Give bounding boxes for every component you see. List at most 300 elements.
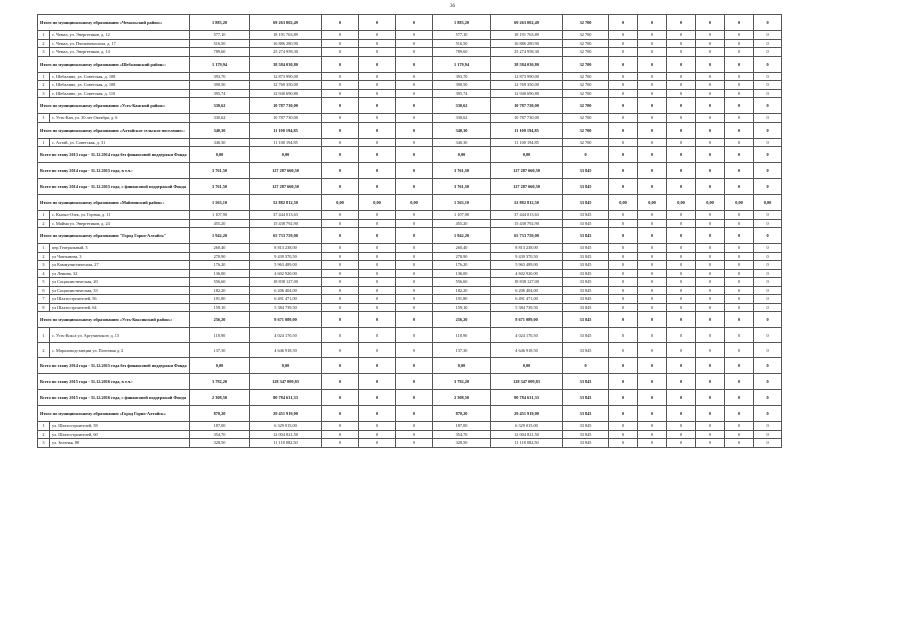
value-cell: 278,90: [433, 252, 491, 261]
row-number-cell: 1: [38, 211, 50, 220]
value-cell: 4 646 918,50: [491, 343, 563, 358]
value-cell: 0: [359, 343, 396, 358]
row-number-cell: 1: [38, 138, 50, 147]
value-cell: 340,30: [433, 138, 491, 147]
value-cell: 5 384 739,50: [491, 303, 563, 312]
value-cell: 33 845: [563, 286, 609, 295]
value-cell: 0: [609, 286, 638, 295]
summary-title: Итого по муниципальному образованию «Усть-Коксинский район»:: [38, 312, 190, 328]
summary-cell: 0: [322, 312, 359, 328]
summary-cell: 0: [754, 163, 782, 179]
value-cell: 32 700: [563, 39, 609, 48]
value-cell: 0: [696, 138, 725, 147]
summary-cell: 33 845: [563, 390, 609, 406]
value-cell: 0: [359, 138, 396, 147]
summary-title: Всего по этапу 2014 года - 31.12.2015 года, в т.ч.:: [38, 163, 190, 179]
summary-cell: 0: [359, 312, 396, 328]
value-cell: 0: [725, 439, 754, 448]
value-cell: 0: [696, 328, 725, 343]
summary-cell: 0: [359, 163, 396, 179]
summary-cell: 0: [359, 358, 396, 374]
summary-cell: 0: [638, 390, 667, 406]
value-cell: 0: [396, 278, 433, 287]
summary-cell: 0: [322, 56, 359, 72]
table-row: [38, 244, 782, 253]
value-cell: 0: [754, 278, 782, 287]
row-number-cell: 6: [38, 286, 50, 295]
value-cell: 0: [359, 261, 396, 270]
value-cell: 0: [696, 81, 725, 90]
summary-cell: 0: [322, 179, 359, 195]
summary-cell: 3 761,50: [190, 179, 250, 195]
summary-cell: 3 761,50: [433, 179, 491, 195]
value-cell: 12 873 990,00: [491, 72, 563, 81]
summary-cell: 0: [396, 390, 433, 406]
value-cell: 0: [667, 286, 696, 295]
value-cell: 0: [667, 422, 696, 431]
value-cell: 0: [609, 278, 638, 287]
value-cell: 0: [667, 72, 696, 81]
summary-cell: 0: [667, 15, 696, 31]
summary-cell: 330,62: [433, 98, 491, 114]
value-cell: 18 838 127,00: [491, 278, 563, 287]
value-cell: 5 963 489,00: [491, 261, 563, 270]
value-cell: 0: [322, 422, 359, 431]
value-cell: 0: [638, 252, 667, 261]
summary-cell: 0: [754, 122, 782, 138]
value-cell: 0: [638, 422, 667, 431]
summary-cell: 0: [754, 179, 782, 195]
summary-cell: 0: [322, 406, 359, 422]
summary-cell: 1 179,94: [433, 56, 491, 72]
value-cell: 0: [754, 328, 782, 343]
value-cell: 0: [754, 72, 782, 81]
value-cell: 0: [754, 244, 782, 253]
value-cell: 0: [396, 422, 433, 431]
value-cell: 0: [725, 219, 754, 228]
value-cell: 0: [609, 244, 638, 253]
value-cell: 0: [396, 303, 433, 312]
value-cell: 32 700: [563, 81, 609, 90]
address-cell: ул Шахтостроителей, 56: [50, 295, 190, 304]
value-cell: 0: [359, 430, 396, 439]
summary-cell: 0: [322, 374, 359, 390]
summary-cell: 0,00: [609, 195, 638, 211]
value-cell: 0: [696, 39, 725, 48]
value-cell: 32 700: [563, 138, 609, 147]
value-cell: 0: [754, 343, 782, 358]
value-cell: 6 491 471,00: [491, 295, 563, 304]
value-cell: 32 700: [563, 48, 609, 57]
summary-cell: 0: [322, 122, 359, 138]
value-cell: 0: [359, 114, 396, 123]
summary-row: [38, 312, 782, 328]
value-cell: 5 963 489,00: [250, 261, 322, 270]
value-cell: 0: [638, 439, 667, 448]
value-cell: 0: [725, 261, 754, 270]
value-cell: 8 813 238,00: [250, 244, 322, 253]
value-cell: 0: [609, 269, 638, 278]
table-row: [38, 138, 782, 147]
value-cell: 0: [638, 31, 667, 40]
summary-cell: 0: [638, 147, 667, 163]
value-cell: 0: [667, 39, 696, 48]
value-cell: 0: [725, 269, 754, 278]
summary-cell: 0: [638, 122, 667, 138]
value-cell: 25 274 958,30: [491, 48, 563, 57]
value-cell: 0: [696, 211, 725, 220]
summary-row: [38, 179, 782, 195]
summary-cell: 0: [359, 122, 396, 138]
value-cell: 0: [609, 422, 638, 431]
value-cell: 0: [725, 252, 754, 261]
address-cell: с. Шебалино, ул. Советская, д. 108: [50, 72, 190, 81]
value-cell: 11 100 194,85: [250, 138, 322, 147]
address-cell: ул. Зеленая, 88: [50, 439, 190, 448]
summary-title: Всего по этапу 2013 года - 31.12.2014 года без финансовой поддержки Фонда: [38, 147, 190, 163]
value-cell: 33 845: [563, 328, 609, 343]
value-cell: 176,20: [190, 261, 250, 270]
value-cell: 0: [609, 261, 638, 270]
row-number-cell: 8: [38, 303, 50, 312]
value-cell: 0: [725, 211, 754, 220]
summary-cell: 0: [667, 122, 696, 138]
value-cell: 0: [609, 39, 638, 48]
summary-cell: 0: [359, 147, 396, 163]
value-cell: 32 700: [563, 89, 609, 98]
value-cell: 516,50: [433, 39, 491, 48]
value-cell: 0: [725, 81, 754, 90]
table-row: [38, 219, 782, 228]
value-cell: 0: [396, 39, 433, 48]
summary-cell: 0: [696, 15, 725, 31]
value-cell: 0: [396, 72, 433, 81]
summary-cell: 127 287 660,50: [250, 163, 322, 179]
summary-cell: 38 584 030,80: [491, 56, 563, 72]
summary-cell: 52 882 812,50: [250, 195, 322, 211]
value-cell: 0: [754, 286, 782, 295]
summary-cell: 33 845: [563, 195, 609, 211]
value-cell: 0: [638, 278, 667, 287]
value-cell: 0: [322, 269, 359, 278]
summary-cell: 0,00: [190, 147, 250, 163]
table-row: [38, 269, 782, 278]
address-cell: ул Чаптынова, 3: [50, 252, 190, 261]
row-number-cell: 2: [38, 343, 50, 358]
summary-cell: 0: [754, 15, 782, 31]
value-cell: 0: [396, 295, 433, 304]
value-cell: 0: [322, 138, 359, 147]
value-cell: 0: [696, 278, 725, 287]
value-cell: 12 873 990,00: [250, 72, 322, 81]
value-cell: 0: [396, 48, 433, 57]
value-cell: 6 491 471,00: [250, 295, 322, 304]
value-cell: 33 845: [563, 303, 609, 312]
summary-cell: 0: [563, 358, 609, 374]
value-cell: 0: [754, 430, 782, 439]
summary-cell: 32 700: [563, 122, 609, 138]
value-cell: 0: [396, 81, 433, 90]
address-cell: с. Мараловодстанции ул. Почтовая д. 2: [50, 343, 190, 358]
summary-row: [38, 195, 782, 211]
address-cell: ул. Шахтостроителей, 60: [50, 430, 190, 439]
summary-cell: 0: [696, 228, 725, 244]
value-cell: 0: [359, 89, 396, 98]
summary-cell: 0: [725, 98, 754, 114]
summary-cell: 0: [396, 228, 433, 244]
value-cell: 0: [322, 114, 359, 123]
value-cell: 0: [638, 89, 667, 98]
value-cell: 395,74: [433, 89, 491, 98]
value-cell: 0: [359, 31, 396, 40]
page-number: 36: [450, 4, 455, 9]
value-cell: 330,62: [190, 114, 250, 123]
summary-cell: 0: [696, 358, 725, 374]
value-cell: 0: [638, 48, 667, 57]
row-number-cell: 1: [38, 72, 50, 81]
summary-cell: 0: [322, 15, 359, 31]
summary-cell: 0: [638, 98, 667, 114]
value-cell: 32 700: [563, 72, 609, 81]
summary-cell: 33 845: [563, 228, 609, 244]
summary-cell: 0: [696, 163, 725, 179]
summary-cell: 1 883,20: [433, 15, 491, 31]
value-cell: 0: [696, 439, 725, 448]
summary-cell: 0,00: [725, 195, 754, 211]
summary-cell: 0: [609, 358, 638, 374]
value-cell: 0: [725, 39, 754, 48]
value-cell: 0: [696, 303, 725, 312]
value-cell: 11 100 194,85: [491, 138, 563, 147]
value-cell: 0: [667, 31, 696, 40]
summary-cell: 127 287 660,50: [250, 179, 322, 195]
value-cell: 32 700: [563, 31, 609, 40]
summary-cell: 0: [609, 390, 638, 406]
value-cell: 0: [754, 303, 782, 312]
value-cell: 0: [696, 114, 725, 123]
value-cell: 0: [609, 328, 638, 343]
value-cell: 0: [322, 219, 359, 228]
value-cell: 0: [396, 343, 433, 358]
table-row: [38, 81, 782, 90]
summary-cell: 0: [667, 56, 696, 72]
summary-cell: 0,00: [696, 195, 725, 211]
value-cell: 0: [396, 138, 433, 147]
summary-cell: 8 671 089,00: [250, 312, 322, 328]
value-cell: 0: [359, 295, 396, 304]
summary-row: [38, 163, 782, 179]
row-number-cell: 3: [38, 48, 50, 57]
value-cell: 0: [609, 114, 638, 123]
summary-title: Итого по муниципальному образованию «Чемальский район»:: [38, 15, 190, 31]
value-cell: 0: [725, 303, 754, 312]
value-cell: 0: [696, 430, 725, 439]
summary-cell: 0: [359, 406, 396, 422]
value-cell: 12 769 350,00: [491, 81, 563, 90]
value-cell: 0: [638, 244, 667, 253]
value-cell: 0: [667, 261, 696, 270]
summary-cell: 0: [396, 358, 433, 374]
summary-cell: 256,20: [190, 312, 250, 328]
value-cell: 0: [609, 252, 638, 261]
value-cell: 260,40: [433, 244, 491, 253]
summary-cell: 0: [609, 374, 638, 390]
summary-cell: 0: [754, 406, 782, 422]
value-cell: 16 886 280,90: [491, 39, 563, 48]
summary-cell: 0: [754, 374, 782, 390]
summary-cell: 0: [359, 374, 396, 390]
value-cell: 278,90: [190, 252, 250, 261]
value-cell: 6 329 015,00: [491, 422, 563, 431]
summary-cell: 0: [396, 406, 433, 422]
value-cell: 0: [754, 295, 782, 304]
row-number-cell: 2: [38, 39, 50, 48]
value-cell: 1 107,90: [190, 211, 250, 220]
value-cell: 0: [609, 303, 638, 312]
address-cell: ул Шахтостроителей, 64: [50, 303, 190, 312]
summary-cell: 0: [667, 312, 696, 328]
summary-cell: 0: [725, 390, 754, 406]
value-cell: 5 384 739,50: [250, 303, 322, 312]
value-cell: 0: [638, 303, 667, 312]
summary-title: Итого по муниципальному образованию "Город Горно-Алтайск": [38, 228, 190, 244]
summary-cell: 80 784 631,33: [250, 390, 322, 406]
summary-cell: 127 287 660,50: [491, 179, 563, 195]
summary-cell: 33 845: [563, 163, 609, 179]
summary-cell: 11 100 194,85: [491, 122, 563, 138]
summary-cell: 11 100 194,85: [250, 122, 322, 138]
summary-cell: 0: [396, 98, 433, 114]
value-cell: 0: [754, 422, 782, 431]
row-number-cell: 5: [38, 278, 50, 287]
value-cell: 0: [754, 89, 782, 98]
value-cell: 191,80: [433, 295, 491, 304]
value-cell: 4 602 920,00: [250, 269, 322, 278]
value-cell: 137,30: [190, 343, 250, 358]
value-cell: 0: [322, 31, 359, 40]
summary-title: Итого по муниципальному образованию «Усть-Канский район»:: [38, 98, 190, 114]
summary-cell: 0: [396, 147, 433, 163]
value-cell: 0: [667, 252, 696, 261]
summary-cell: 0: [609, 147, 638, 163]
value-cell: 137,30: [433, 343, 491, 358]
value-cell: 37 444 013,63: [491, 211, 563, 220]
summary-cell: 0: [754, 312, 782, 328]
value-cell: 33 845: [563, 343, 609, 358]
value-cell: 12 940 690,80: [491, 89, 563, 98]
value-cell: 159,10: [433, 303, 491, 312]
summary-cell: 0: [609, 406, 638, 422]
value-cell: 0: [754, 261, 782, 270]
summary-cell: 0: [609, 163, 638, 179]
row-number-cell: 2: [38, 81, 50, 90]
value-cell: 6 206 404,00: [491, 286, 563, 295]
value-cell: 0: [322, 286, 359, 295]
summary-cell: 340,30: [433, 122, 491, 138]
value-cell: 0: [696, 252, 725, 261]
summary-cell: 0: [359, 15, 396, 31]
value-cell: 0: [396, 430, 433, 439]
value-cell: 4 602 920,00: [491, 269, 563, 278]
value-cell: 0: [754, 138, 782, 147]
summary-cell: 0: [396, 122, 433, 138]
summary-cell: 0: [396, 163, 433, 179]
value-cell: 0: [638, 39, 667, 48]
summary-cell: 0,00: [396, 195, 433, 211]
summary-cell: 0: [754, 390, 782, 406]
value-cell: 0: [638, 430, 667, 439]
value-cell: 12 940 690,80: [250, 89, 322, 98]
value-cell: 0: [667, 138, 696, 147]
value-cell: 0: [322, 211, 359, 220]
value-cell: 0: [754, 31, 782, 40]
value-cell: 33 845: [563, 422, 609, 431]
summary-cell: 0,00: [433, 147, 491, 163]
summary-cell: 0: [638, 56, 667, 72]
summary-cell: 0: [725, 56, 754, 72]
value-cell: 328,50: [190, 439, 250, 448]
value-cell: 0: [754, 211, 782, 220]
address-cell: ул Коммунистическая, 27: [50, 261, 190, 270]
summary-row: [38, 374, 782, 390]
value-cell: 0: [667, 89, 696, 98]
summary-cell: 0,00: [190, 358, 250, 374]
address-cell: с. Алтай, ул. Советская, д. 31: [50, 138, 190, 147]
summary-cell: 0: [754, 56, 782, 72]
summary-cell: 0: [638, 312, 667, 328]
table-row: [38, 39, 782, 48]
value-cell: 33 845: [563, 295, 609, 304]
value-cell: 136,00: [433, 269, 491, 278]
value-cell: 0: [696, 244, 725, 253]
summary-cell: 0: [609, 98, 638, 114]
summary-cell: 1 883,20: [190, 15, 250, 31]
value-cell: 10 787 730,00: [250, 114, 322, 123]
table-row: [38, 31, 782, 40]
value-cell: 0: [696, 343, 725, 358]
value-cell: 33 845: [563, 278, 609, 287]
value-cell: 6 206 404,00: [250, 286, 322, 295]
summary-cell: 69 263 002,49: [491, 15, 563, 31]
value-cell: 11 118 082,50: [491, 439, 563, 448]
value-cell: 0: [396, 89, 433, 98]
value-cell: 159,10: [190, 303, 250, 312]
value-cell: 393,70: [433, 72, 491, 81]
summary-cell: 0: [667, 228, 696, 244]
summary-cell: 330,62: [190, 98, 250, 114]
summary-cell: 0: [359, 228, 396, 244]
value-cell: 0: [667, 328, 696, 343]
summary-cell: 0,00: [250, 358, 322, 374]
summary-cell: 0: [609, 228, 638, 244]
value-cell: 0: [667, 303, 696, 312]
value-cell: 0: [725, 278, 754, 287]
value-cell: 393,70: [190, 72, 250, 81]
value-cell: 0: [609, 31, 638, 40]
address-cell: с. Чемал, ул. Энергетиков, д. 12: [50, 31, 190, 40]
summary-cell: 0: [667, 98, 696, 114]
value-cell: 455,20: [433, 219, 491, 228]
value-cell: 395,74: [190, 89, 250, 98]
summary-cell: 3 761,50: [433, 163, 491, 179]
summary-cell: 0: [667, 163, 696, 179]
summary-cell: 0: [696, 56, 725, 72]
summary-cell: 128 347 009,83: [491, 374, 563, 390]
value-cell: 0: [396, 244, 433, 253]
value-cell: 0: [322, 244, 359, 253]
value-cell: 0: [696, 261, 725, 270]
value-cell: 0: [638, 114, 667, 123]
